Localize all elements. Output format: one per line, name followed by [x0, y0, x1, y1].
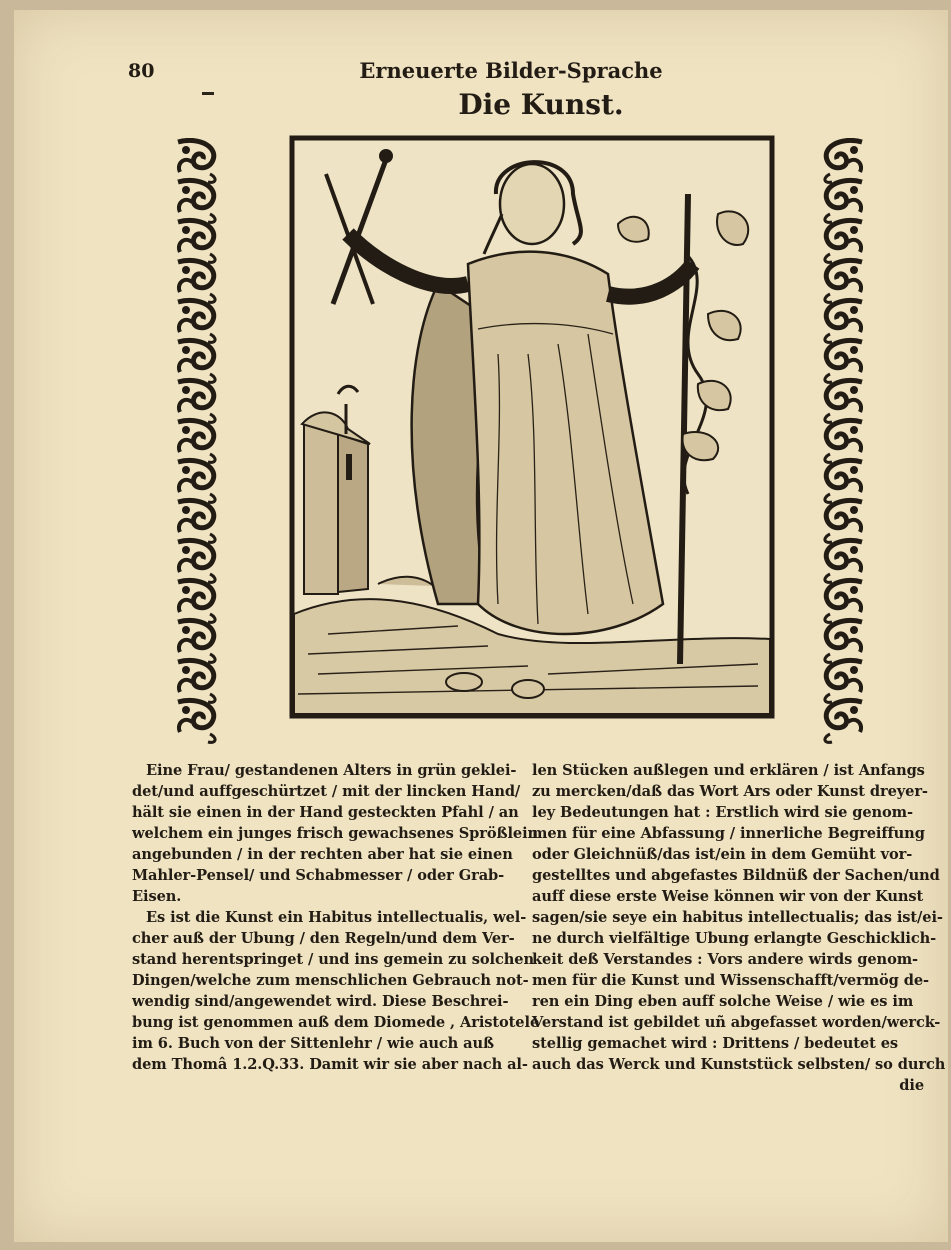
text-line: wendig sind/angewendet wird. Diese Beschrei- — [132, 993, 509, 1010]
text-line: angebunden / in der rechten aber hat sie einen — [132, 846, 513, 863]
woodcut-allegory-of-art-icon — [288, 134, 776, 720]
text-line: Eisen. — [132, 888, 182, 905]
left-ornament-border-icon — [172, 138, 224, 758]
text-line: gestelltes und abgefastes Bildnüß der Sachen/und — [532, 867, 940, 884]
text-line: sagen/sie seye ein habitus intellectualis; das ist/ei- — [532, 909, 943, 926]
text-line: ren ein Ding eben auff solche Weise / wie es im — [532, 993, 914, 1010]
right-ornament-border-icon — [816, 138, 868, 758]
text-line: welchem ein junges frisch gewachsenes Sprößlein — [132, 825, 539, 842]
text-line: cher auß der Ubung / den Regeln/und dem Ver- — [132, 930, 515, 947]
text-line: len Stücken außlegen und erklären / ist Anfangs — [532, 762, 925, 779]
text-line: im 6. Buch von der Sittenlehr / wie auch auß — [132, 1035, 495, 1052]
book-page — [14, 10, 948, 1242]
text-line: bung ist genommen auß dem Diomede , Aristotele — [132, 1014, 540, 1031]
text-line: Eine Frau/ gestandenen Alters in grün geklei- — [146, 762, 517, 779]
text-line: hält sie einen in der Hand gesteckten Pfahl / an — [132, 804, 519, 821]
text-column-left — [132, 760, 540, 1075]
catchword: die — [899, 1077, 924, 1094]
text-line: Verstand ist gebildet uñ abgefasset worden/werck- — [532, 1014, 941, 1031]
text-line: stellig gemachet wird : Drittens / bedeutet es — [532, 1035, 899, 1052]
text-line: men für eine Abfassung / innerliche Begreiffung — [532, 825, 925, 842]
text-column-right — [532, 760, 946, 1096]
page-number: 80 — [128, 60, 155, 82]
text-line: auff diese erste Weise können wir von der Kunst — [532, 888, 924, 905]
text-line: auch das Werck und Kunststück selbsten/ so durch — [532, 1056, 946, 1073]
text-line: zu mercken/daß das Wort Ars oder Kunst dreyer- — [532, 783, 928, 800]
text-line: ley Bedeutungen hat : Erstlich wird sie genom- — [532, 804, 913, 821]
text-line: Es ist die Kunst ein Habitus intellectualis, wel- — [146, 909, 527, 926]
text-line: ne durch vielfältige Ubung erlangte Geschicklich- — [532, 930, 937, 947]
text-line: keit deß Verstandes : Vors andere wirds genom- — [532, 951, 918, 968]
text-line: det/und auffgeschürtzet / mit der lincken Hand/ — [132, 783, 521, 800]
text-line: stand herentspringet / und ins gemein zu solchen — [132, 951, 534, 968]
text-line: oder Gleichnüß/das ist/ein in dem Gemüht vor- — [532, 846, 913, 863]
text-line: men für die Kunst und Wissenschafft/vermög de- — [532, 972, 929, 989]
running-title: Erneuerte Bilder-Sprache — [359, 58, 663, 83]
text-line: Dingen/welche zum menschlichen Gebrauch not- — [132, 972, 529, 989]
section-title: Die Kunst. — [458, 88, 624, 121]
text-line: Mahler-Pensel/ und Schabmesser / oder Grab- — [132, 867, 505, 884]
text-line: dem Thomâ 1.2.Q.33. Damit wir sie aber nach al- — [132, 1056, 528, 1073]
